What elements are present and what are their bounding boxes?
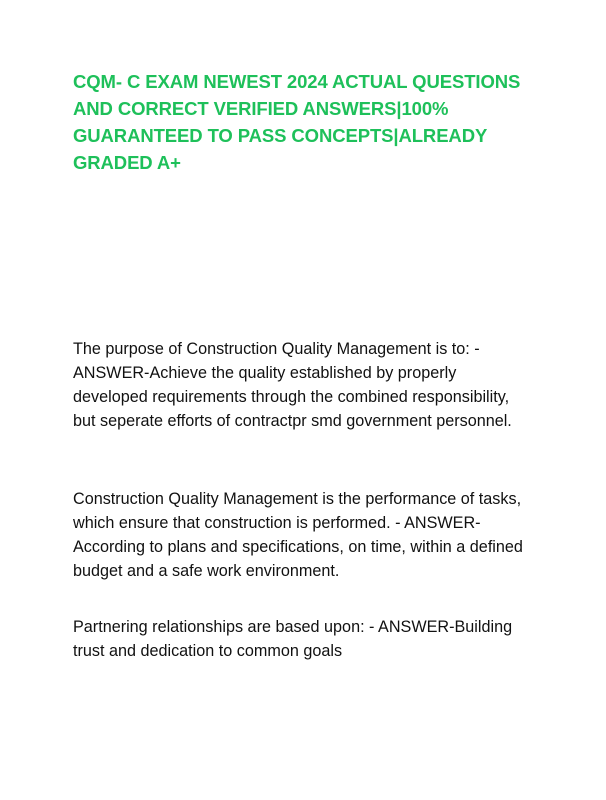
question-answer-2: Construction Quality Management is the performance of tasks, which ensure that construction is performed. - ANSWER-According to plans and specifications, on time, within a defined budget and a safe work environment. bbox=[73, 490, 523, 580]
question-answer-3: Partnering relationships are based upon: - ANSWER-Building trust and dedication to common goals bbox=[73, 618, 513, 660]
question-answer-1: The purpose of Construction Quality Management is to: - ANSWER-Achieve the quality established by properly developed requirements through the combined responsibility, but seperate efforts of contractpr smd government personnel. bbox=[73, 340, 512, 430]
document-title: CQM- C EXAM NEWEST 2024 ACTUAL QUESTIONS AND CORRECT VERIFIED ANSWERS|100% GUARANTEED TO PASS CONCEPTS|ALREADY GRADED A+ bbox=[73, 71, 521, 173]
